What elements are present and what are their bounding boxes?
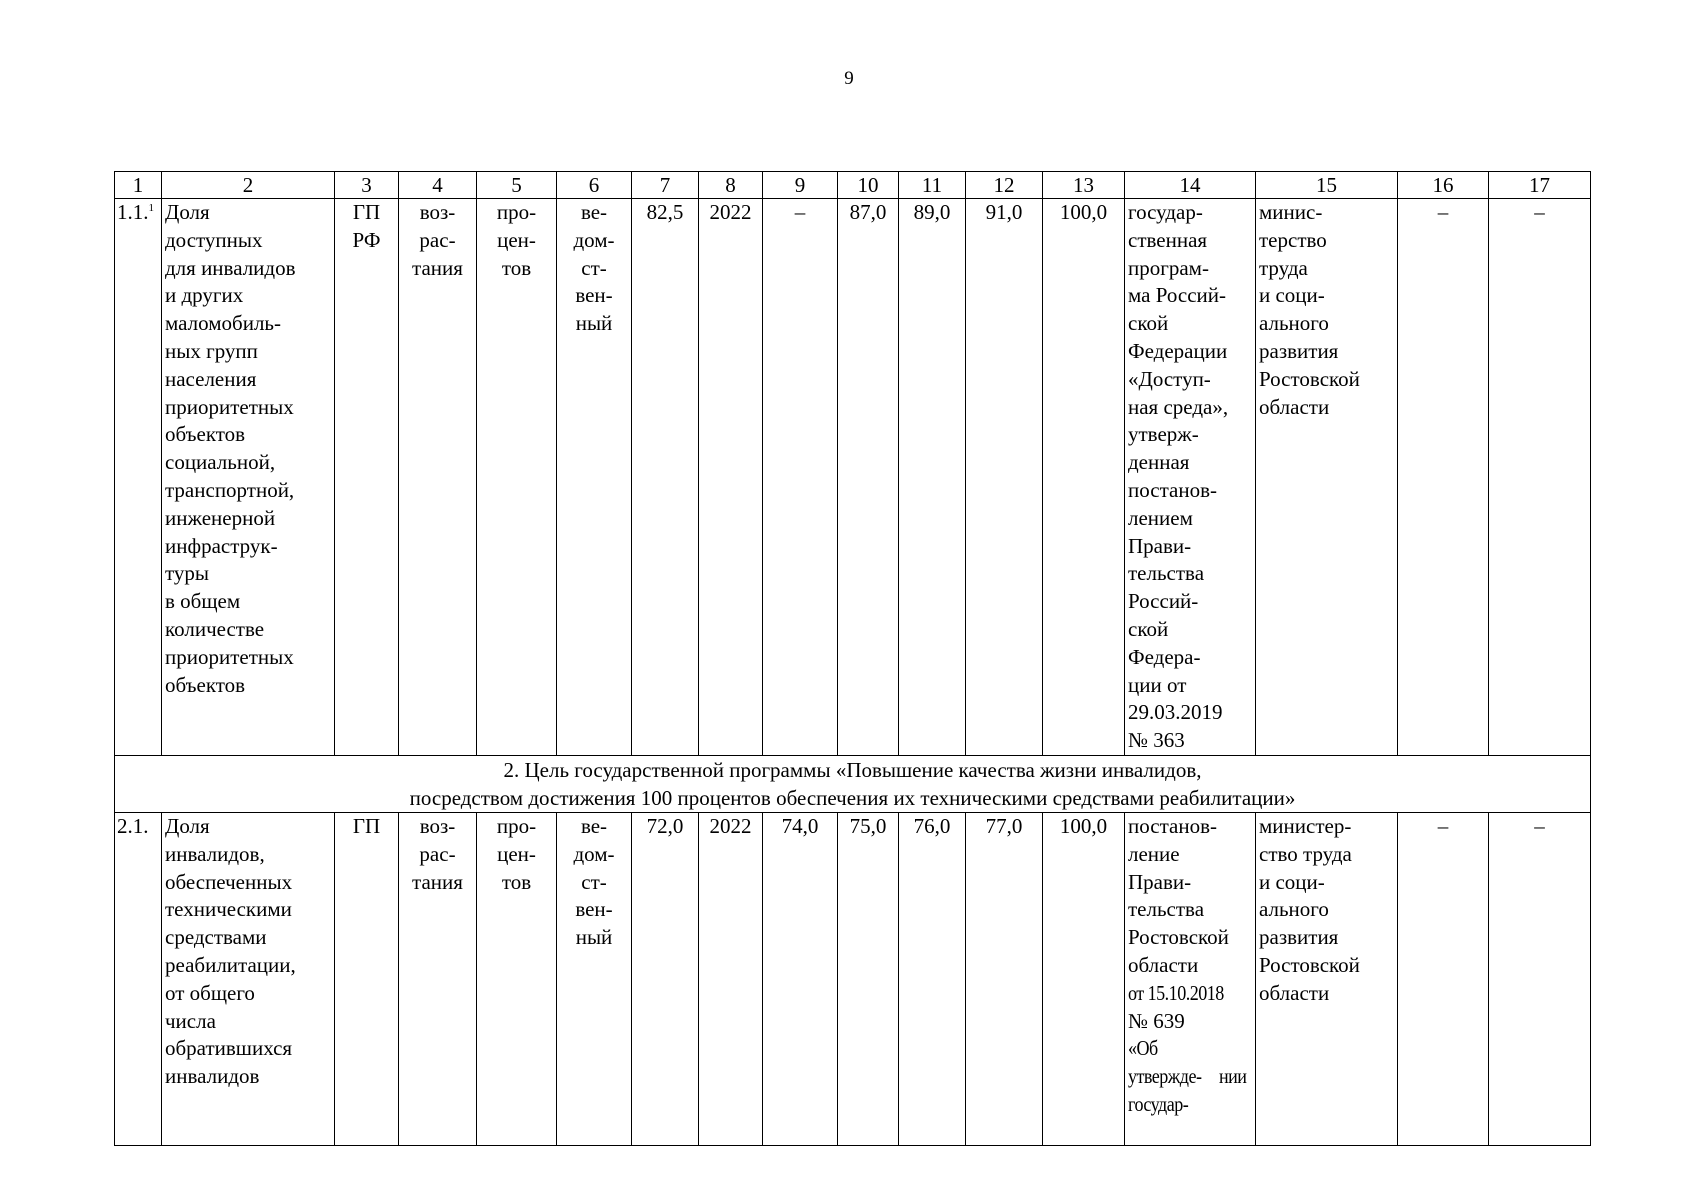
link-cell: – (1398, 812, 1489, 1145)
text-line: ный (575, 925, 613, 950)
value-cell: 91,0 (966, 199, 1043, 756)
text-line: инвалидов, (165, 841, 265, 866)
text-line: ГП (352, 813, 381, 838)
text-line: нии (1218, 1064, 1247, 1089)
responsible-cell (1256, 199, 1398, 756)
base-year-cell: 2022 (699, 199, 763, 756)
text-line: ст- (581, 869, 607, 894)
text-line: РФ (352, 227, 381, 252)
section-heading-row (115, 755, 1591, 812)
text-line: воз- (419, 200, 456, 224)
text-line: про- (496, 200, 537, 224)
text-line: № 639 (1128, 1008, 1185, 1033)
page-number: 9 (844, 68, 854, 89)
text-line: тов (501, 869, 532, 894)
column-header: 14 (1125, 172, 1256, 199)
column-header: 8 (699, 172, 763, 199)
section-heading-line: 2. Цель государственной программы «Повышение качества жизни инвалидов, (503, 757, 1202, 782)
text-line: Прави- (1128, 533, 1192, 558)
text-line: приоритетных (165, 644, 294, 669)
text-line: програм- (1128, 255, 1209, 280)
value-cell: 76,0 (899, 812, 966, 1145)
column-header: 1 (115, 172, 162, 199)
text-line: цен- (497, 841, 536, 866)
text-line: ской (1128, 311, 1169, 336)
column-header: 2 (162, 172, 335, 199)
text-line: тания (412, 869, 463, 894)
text-line: инвалидов (165, 1064, 260, 1089)
text-line: и других (165, 283, 244, 308)
text-line: труда (1259, 255, 1308, 280)
value-cell: 74,0 (763, 812, 838, 1145)
text-line: про- (496, 813, 537, 838)
text-line: обратившихся (165, 1036, 293, 1061)
table-row-2-1 (115, 812, 1591, 1145)
text-line: цен- (497, 227, 536, 252)
value-cell: 87,0 (838, 199, 899, 756)
text-line: рас- (419, 841, 456, 866)
responsible-cell (1256, 812, 1398, 1145)
text-line: Федерации (1128, 338, 1228, 363)
column-header: 10 (838, 172, 899, 199)
text-line: для инвалидов (165, 255, 296, 280)
text-line: развития (1259, 925, 1339, 950)
indicator-name-cell (162, 812, 335, 1145)
indicator-name-cell (162, 199, 335, 756)
text-line: ции от (1128, 672, 1187, 697)
text-line: реабилитации, (165, 952, 296, 977)
text-line: рас- (419, 227, 456, 252)
column-header: 7 (632, 172, 699, 199)
table-row-1-1 (115, 199, 1591, 756)
text-line: государ- (1128, 1091, 1189, 1116)
text-line: воз- (419, 813, 456, 838)
column-header: 13 (1043, 172, 1125, 199)
text-line: транспортной, (165, 477, 295, 502)
program-type-cell (335, 199, 399, 756)
text-line: министер- (1259, 813, 1352, 838)
text-line: 29.03.2019 (1128, 700, 1223, 725)
text-line: ального (1259, 897, 1329, 922)
text-line: от общего (165, 980, 255, 1005)
text-line: техническими (165, 897, 292, 922)
value-cell: 89,0 (899, 199, 966, 756)
text-line: социальной, (165, 450, 276, 475)
text-line: и соци- (1259, 283, 1325, 308)
text-line: в общем (165, 589, 241, 614)
column-header: 4 (399, 172, 477, 199)
value-cell: 100,0 (1043, 199, 1125, 756)
text-line: ма Россий- (1128, 283, 1227, 308)
program-type-cell (335, 812, 399, 1145)
value-cell: 75,0 (838, 812, 899, 1145)
text-line: вен- (575, 897, 613, 922)
text-line: туры (165, 561, 210, 586)
text-line: области (1259, 980, 1330, 1005)
text-line: дом- (573, 841, 615, 866)
text-line: тов (501, 255, 532, 280)
text-line: объектов (165, 672, 246, 697)
text-line: объектов (165, 422, 246, 447)
text-line: государ- (1128, 200, 1203, 224)
text-line: Федера- (1128, 644, 1201, 669)
text-line: денная (1128, 450, 1190, 475)
text-line: утверж- (1128, 422, 1199, 447)
text-line: ГП (352, 200, 381, 224)
text-line: утвержде- (1128, 1064, 1202, 1089)
indicator-type-cell (557, 812, 632, 1145)
text-line: приоритетных (165, 394, 294, 419)
column-header: 6 (557, 172, 632, 199)
text-line: инженерной (165, 505, 276, 530)
text-line: ст- (581, 255, 607, 280)
text-line: области (1259, 394, 1330, 419)
text-line: ных групп (165, 338, 258, 363)
dynamics-cell (399, 199, 477, 756)
text-line: № 363 (1128, 728, 1185, 753)
text-line: Ростовской (1128, 925, 1229, 950)
text-line: Доля (165, 200, 210, 224)
row-number: 1.1. (117, 200, 149, 224)
text-line: области (1128, 952, 1199, 977)
indicator-type-cell (557, 199, 632, 756)
unit-cell (477, 199, 557, 756)
indicators-table (114, 171, 1591, 1146)
text-line: постанов- (1128, 813, 1217, 838)
document-cell (1125, 812, 1256, 1145)
text-line: ве- (580, 813, 608, 838)
text-line: Доля (165, 813, 210, 838)
column-header: 16 (1398, 172, 1489, 199)
dynamics-cell (399, 812, 477, 1145)
text-line: «Об (1128, 1036, 1158, 1061)
text-line: населения (165, 366, 257, 391)
text-line: средствами (165, 925, 267, 950)
text-line: и соци- (1259, 869, 1325, 894)
column-header: 3 (335, 172, 399, 199)
section-heading (115, 755, 1591, 812)
text-line: числа (165, 1008, 216, 1033)
column-header: 11 (899, 172, 966, 199)
base-value-cell: 82,5 (632, 199, 699, 756)
text-line: Ростовской (1259, 366, 1360, 391)
unit-cell (477, 812, 557, 1145)
text-line: ство труда (1259, 841, 1352, 866)
value-cell: – (763, 199, 838, 756)
column-number-row (115, 172, 1591, 199)
text-line: ской (1128, 616, 1169, 641)
text-line: доступных (165, 227, 263, 252)
text-line: лением (1128, 505, 1193, 530)
text-line: тельства (1128, 561, 1205, 586)
text-line: ственная (1128, 227, 1208, 252)
text-line: дом- (573, 227, 615, 252)
text-line: ального (1259, 311, 1329, 336)
text-line: терство (1259, 227, 1327, 252)
info-system-cell: – (1489, 199, 1591, 756)
text-line: тельства (1128, 897, 1205, 922)
text-line: тания (412, 255, 463, 280)
text-line: инфраструк- (165, 533, 278, 558)
text-line: ная среда», (1128, 394, 1229, 419)
column-header: 12 (966, 172, 1043, 199)
text-line: от 15.10.2018 (1128, 980, 1224, 1005)
text-line: Россий- (1128, 589, 1199, 614)
text-line: «Доступ- (1128, 366, 1211, 391)
text-line: ление (1128, 841, 1180, 866)
value-cell: 100,0 (1043, 812, 1125, 1145)
text-line: ный (575, 311, 613, 336)
base-value-cell: 72,0 (632, 812, 699, 1145)
text-line: вен- (575, 283, 613, 308)
text-line: обеспеченных (165, 869, 293, 894)
column-header: 9 (763, 172, 838, 199)
text-line: Прави- (1128, 869, 1192, 894)
text-line: минис- (1259, 200, 1323, 224)
row-number-cell (115, 199, 162, 756)
document-cell (1125, 199, 1256, 756)
link-cell: – (1398, 199, 1489, 756)
text-line: постанов- (1128, 477, 1217, 502)
column-header: 15 (1256, 172, 1398, 199)
text-line: развития (1259, 338, 1339, 363)
column-header: 17 (1489, 172, 1591, 199)
text-line: количестве (165, 616, 265, 641)
text-line: маломобиль- (165, 311, 281, 336)
base-year-cell: 2022 (699, 812, 763, 1145)
footnote-mark: 1 (148, 202, 154, 214)
row-number-cell: 2.1. (115, 812, 162, 1145)
section-heading-line: посредством достижения 100 процентов обеспечения их техническими средствами реабилитации» (409, 785, 1296, 810)
info-system-cell: – (1489, 812, 1591, 1145)
column-header: 5 (477, 172, 557, 199)
text-line: ве- (580, 200, 608, 224)
text-line: Ростовской (1259, 952, 1360, 977)
value-cell: 77,0 (966, 812, 1043, 1145)
